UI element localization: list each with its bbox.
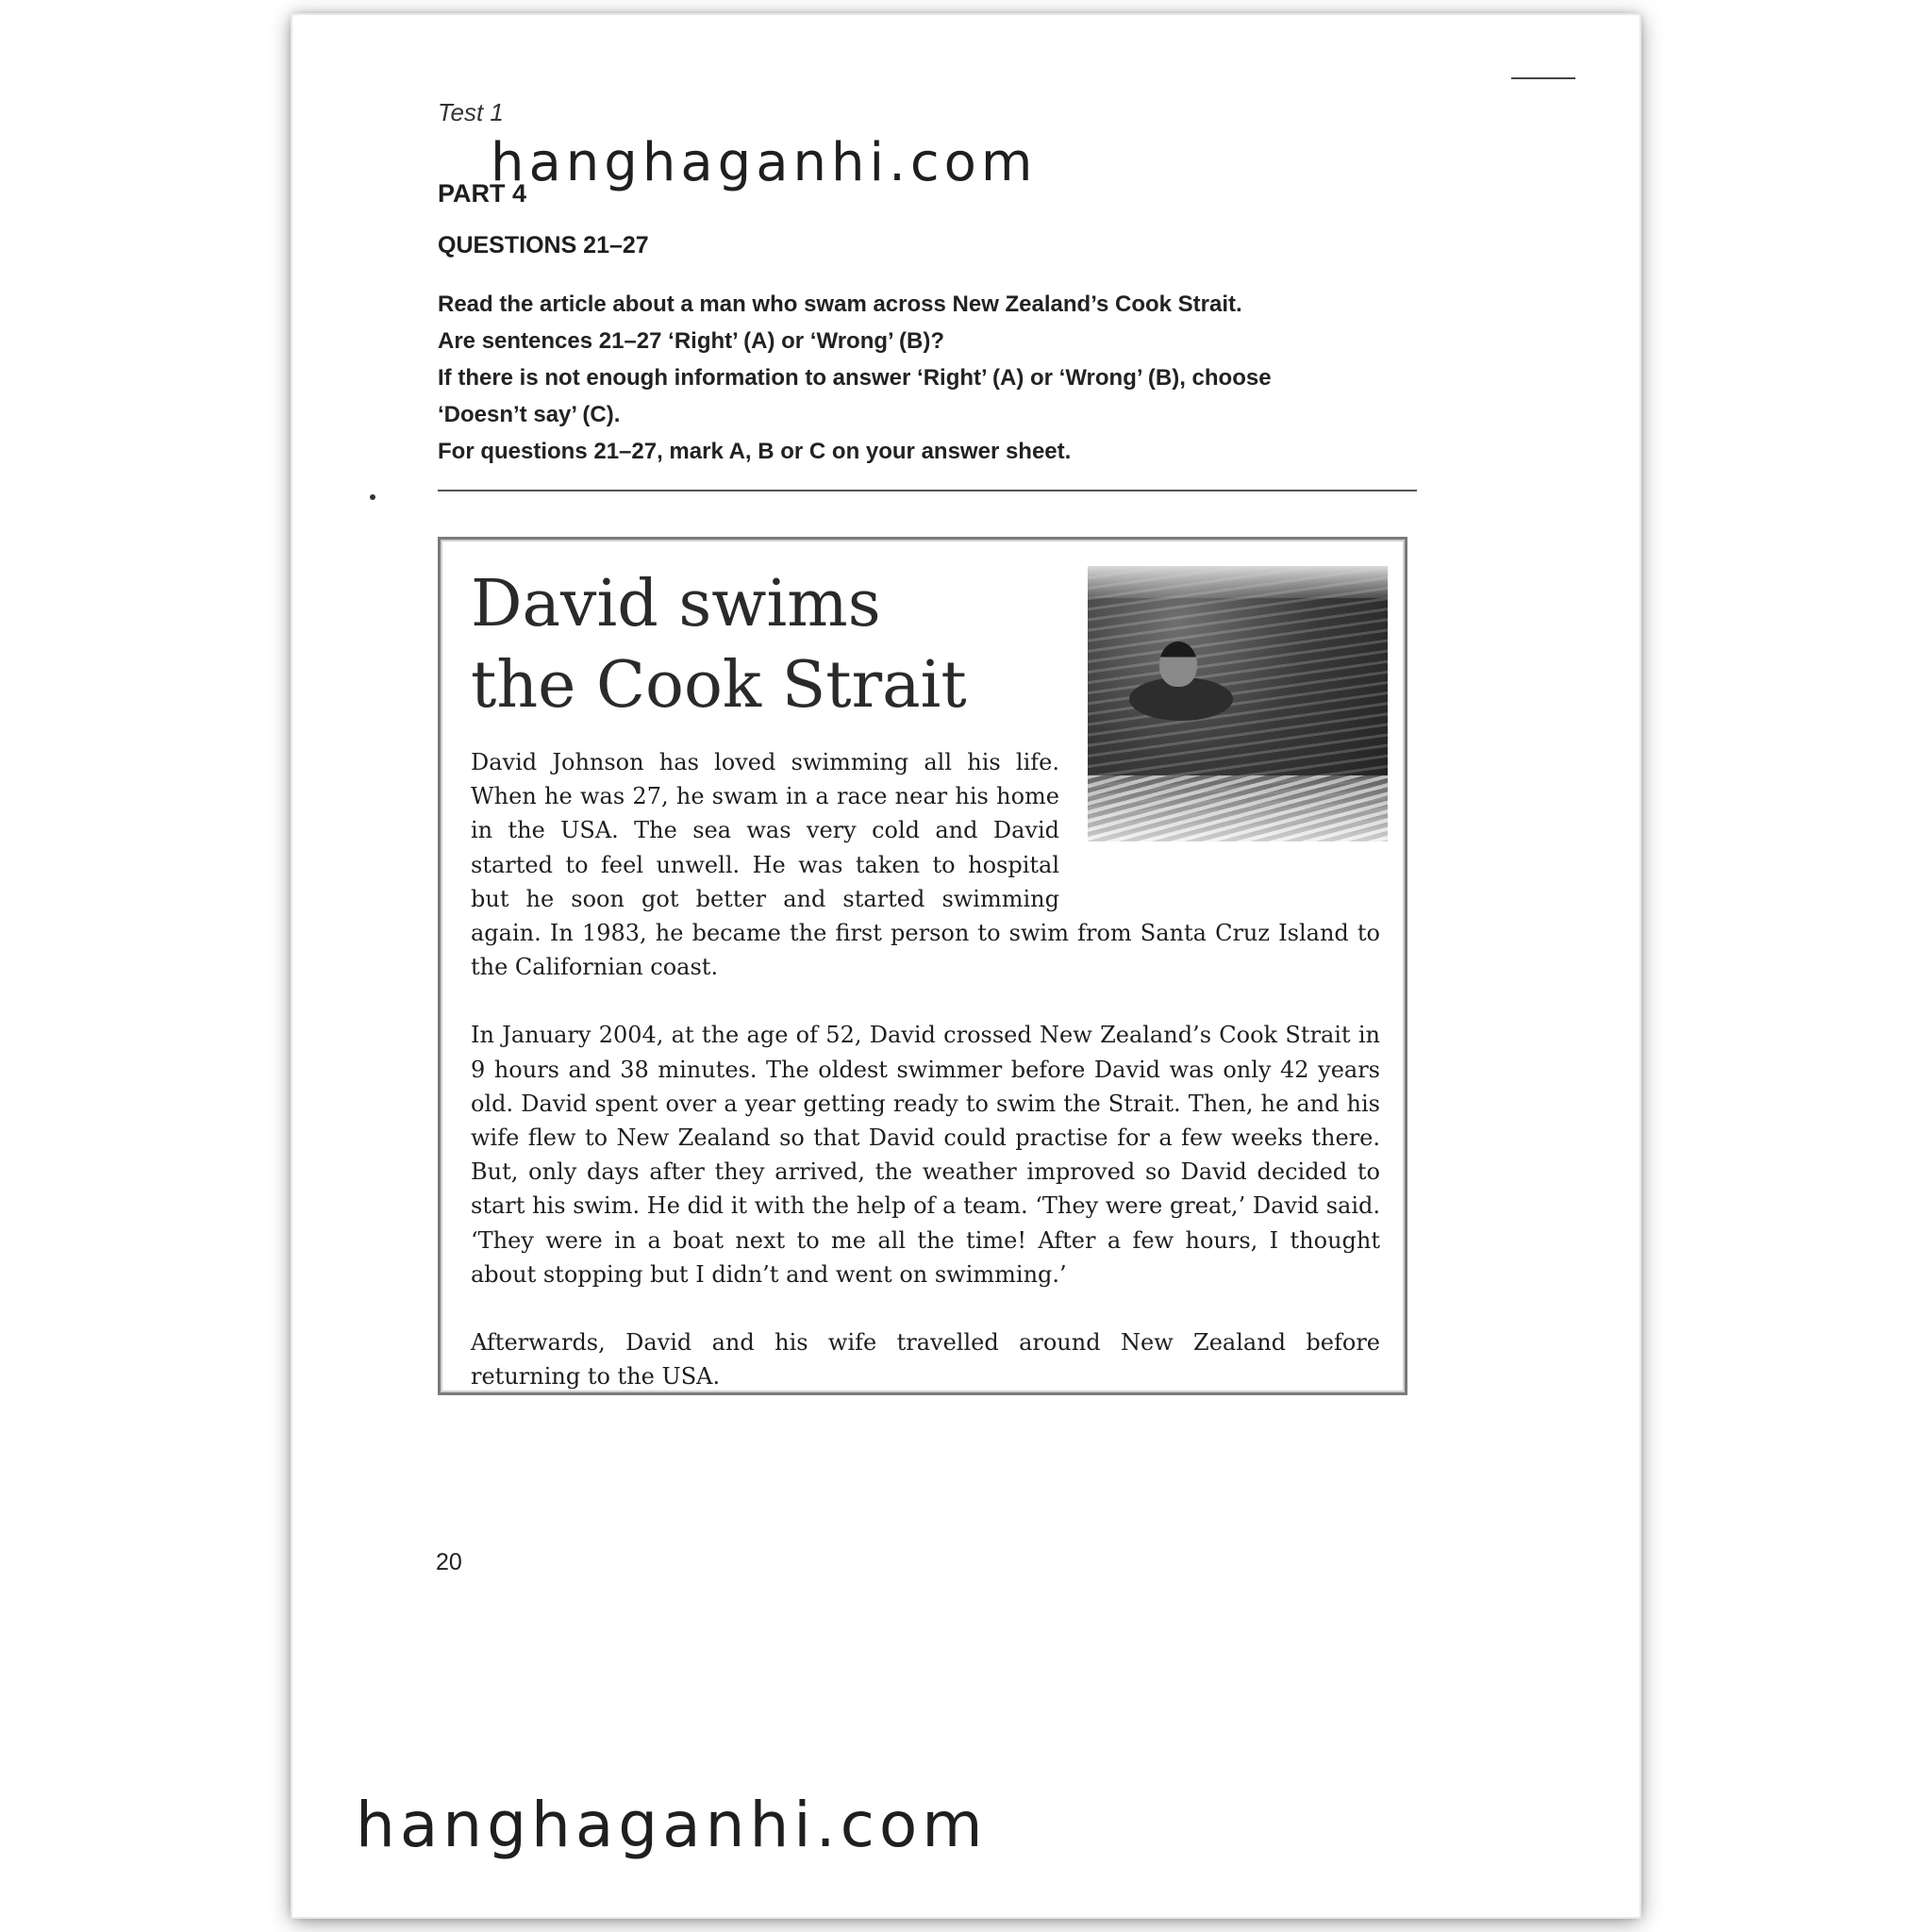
instruction-line: Read the article about a man who swam across New Zealand’s Cook Strait. (438, 291, 1242, 317)
article-paragraph: Afterwards, David and his wife travelled around New Zealand before returning to the USA. (471, 1329, 1380, 1391)
article-paragraph-text: David Johnson has loved swimming all his life. When he was 27, he swam in a race near his home in the USA. The sea was very cold and David started to feel unwell. He was taken to hospital but he soon got better and started swimming again. In 1983, he became the first person to swim from Santa Cruz Island to the Californian coast. (471, 749, 1380, 981)
document-page (292, 15, 1640, 1917)
instructions (438, 286, 1381, 470)
water-spray-top (1088, 566, 1388, 598)
running-head: Test 1 (438, 98, 504, 126)
watermark-bottom: hanghaganhi.com (356, 1789, 988, 1861)
part-title: PART 4 (438, 179, 527, 208)
instruction-line: If there is not enough information to answer ‘Right’ (A) or ‘Wrong’ (B), choose (438, 365, 1272, 391)
article-box (438, 537, 1407, 1395)
header-rule (1511, 77, 1575, 79)
swimmer-head (1159, 641, 1197, 687)
scan-speck (370, 494, 375, 500)
article-paragraph (471, 745, 1380, 984)
questions-title: QUESTIONS 21–27 (438, 232, 649, 258)
section-divider (438, 490, 1417, 491)
photo-wrap-spacer (1059, 745, 1380, 889)
watermark-top: hanghaganhi.com (491, 132, 1038, 193)
page-number: 20 (436, 1549, 462, 1575)
instruction-line: ‘Doesn’t say’ (C). (438, 402, 621, 427)
instruction-line: Are sentences 21–27 ‘Right’ (A) or ‘Wrong’ (B)? (438, 328, 944, 354)
article-headline: David swims the Cook Strait (471, 567, 967, 723)
article-body (471, 745, 1380, 1427)
instruction-line: For questions 21–27, mark A, B or C on your answer sheet. (438, 439, 1072, 464)
article-paragraph: In January 2004, at the age of 52, David crossed New Zealand’s Cook Strait in 9 hours and 38 minutes. The oldest swimmer before David was only 42 years old. David spent over a year getting ready to swim the Strait. Then, he and his wife flew to New Zealand so that David could practise for a few weeks there. But, only days after they arrived, the weather improved so David decided to start his swim. He did it with the help of a team. ‘They were great,’ David said. ‘They were in a boat next to me all the time! After a few hours, I thought about stopping but I didn’t and went on swimming.’ (471, 1022, 1380, 1288)
